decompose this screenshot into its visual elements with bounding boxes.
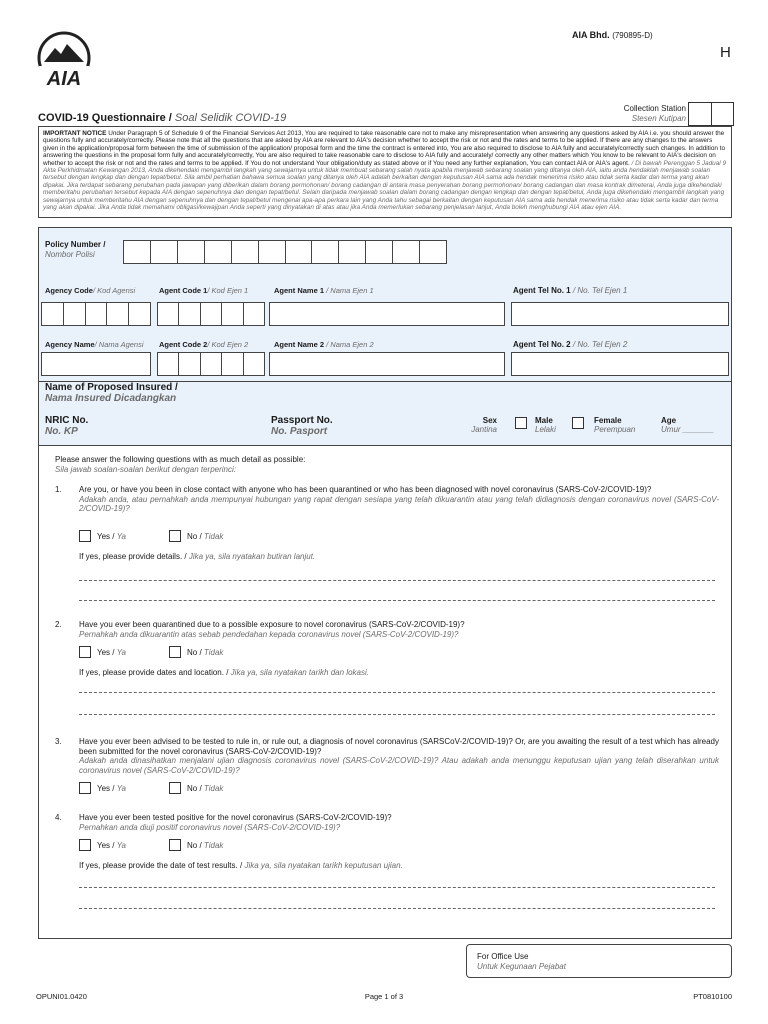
agent-name-2-label: Agent Name 2 / Nama Ejen 2 [274,340,374,349]
passport-label: Passport No. No. Pasport [271,415,333,437]
policy-number-field[interactable] [123,240,447,264]
no-checkbox[interactable] [169,782,181,794]
question-4-answer-line-1[interactable] [79,887,715,888]
questions-section [38,445,732,939]
age-field[interactable]: Age Umur _______ [661,416,714,434]
question-3-no[interactable]: No / Tidak [169,782,223,794]
question-1-text: Are you, or have you been in close contact with anyone who has been quarantined or who has been diagnosed with novel coronavirus (SARS-CoV-2/COVID-19)? Adakah anda, atau pernahkah anda mempunyai hubungan yang rapat dengan sesiapa yang telah dikuarantin atau yang telah didiagnosis dengan coronavirus novel (SARS-CoV-2/COVID-19)? [79,485,719,513]
policy-number-label: Policy Number / Nombor Polisi [45,240,106,259]
collection-station-label: Collection Station Stesen Kutipan [623,104,686,123]
insured-name-label: Name of Proposed Insured / Nama Insured Dicadangkan [45,382,178,404]
agent-tel-1-field[interactable] [511,302,729,326]
male-label: Male Lelaki [535,416,556,434]
sex-label: Sex Jantina [471,416,497,434]
question-2-no[interactable]: No / Tidak [169,646,223,658]
question-4-text: Have you ever been tested positive for the novel coronavirus (SARS-CoV-2/COVID-19)? Pernahkan anda diuji positif coronavirus novel (SARS-CoV-2/COVID-19)? [79,813,392,832]
question-2-followup: If yes, please provide dates and location. / Jika ya, sila nyatakan tarikh dan lokasi. [79,668,369,677]
question-4-followup: If yes, please provide the date of test results. / Jika ya, sila nyatakan tarikh keputusan ujian. [79,861,403,870]
agent-code-1-field[interactable] [157,302,265,326]
agent-code-1-label: Agent Code 1/ Kod Ejen 1 [159,286,249,295]
important-notice: IMPORTANT NOTICE Under Paragraph 5 of Schedule 9 of the Financial Services Act 2013, You are required to take reasonable care not to make any misrepresentation when answering any questions asked by AIA i.e. you should answer the questions fully and accurately/correctly. Please note that all the questions that are asked by AIA are relevant to AIA's decision whether to accept the risk or not and the rates and terms to be applied. If there are any changes to the answers given in the application/proposal form between the time of submission of the application/ proposal form and the time the contract is entered into, You are also required to disclose to AIA fully and accurately/correctly such changes. In addition to answering the questions in the proposal form fully and accurately/correctly, You are also required to take reasonable care to disclose to AIA fully and accurately/ correctly any other matters which You know to be relevant to AIA's decision on whether to accept the risk or not and the rates and terms to be applied. If You do not understand Your obligation/duty as stated above or if You need any further explanation, You can contact AIA or AIA's agent. / Di bawah Perenggan 5 Jadual 9 Akta Perkhidmatan Kewangan 2013, Anda dikehendaki mengambil langkah yang sewajarnya untuk tidak membuat sebarang salah nyata apabila menjawab sebarang soalan yang ditanya oleh AIA, iaitu anda hendaklah menjawab soalan tersebut dengan lengkap dan dengan tepat/betul. Sila ambil perhatian bahawa semua soalan yang ditanya oleh AIA adalah berkaitan dengan keputusan AIA sama ada hendak menerima risiko atau tidak serta kadar dan terma yang akan dipakai. Jika terdapat sebarang perubahan pada jawapan yang diberikan dalam borang permohonan/ borang cadangan di antara masa penyerahan borang permohonan/ borang cadangan dan masa kontrak dimeterai, Anda juga dikehendaki memberitahu perubahan tersebut kepada AIA dengan sepenuhnya dan dengan tepat/betul. Selain daripada menjawab soalan dalam borang cadangan dengan lengkap dan dengan tepat/betul, Anda juga dikehendaki mengambil langkah yang sewajarnya untuk memberitahu AIA dengan sepenuhnya dan dengan tepat/betul mengenai apa-apa perkara lain yang Anda tahu sebagai berkaitan dengan keputusan AIA sama ada hendak menerima risiko atau tidak serta kadar dan terma yang akan dipakai. Jika Anda tidak memahami obligasi/kewajipan Anda seperti yang dinyatakan di atas atau jika Anda memerlukan sebarang penjelasan lanjut, Anda boleh menghubungi AIA atau ejen AIA. [38,126,732,218]
office-use-box: For Office Use Untuk Kegunaan Pejabat [466,944,732,978]
agent-name-1-field[interactable] [269,302,505,326]
agent-tel-2-field[interactable] [511,352,729,376]
female-checkbox[interactable] [572,417,584,429]
question-4-number: 4. [55,813,62,822]
question-1-no[interactable]: No / Tidak [169,530,223,542]
yes-checkbox[interactable] [79,646,91,658]
question-4-yes[interactable]: Yes / Ya [79,839,126,851]
nric-label: NRIC No. No. KP [45,415,89,437]
female-label: Female Perempuan [594,416,636,434]
form-code: OPUNI01.0420 [36,992,87,1001]
agent-tel-1-label: Agent Tel No. 1 / No. Tel Ejen 1 [513,286,628,295]
insured-section [38,381,732,445]
agency-name-label: Agency Name/ Nama Agensi [45,340,144,349]
corner-mark: H [720,44,731,61]
question-2-text: Have you ever been quarantined due to a possible exposure to novel coronavirus (SARS-CoV-2/COVID-19)? Pernahkah anda dikuarantin atas sebab pendedahan kepada coronavirus novel (SARS-CoV-2/COVID-19)? [79,620,465,639]
aia-logo [36,30,92,92]
form-title: COVID-19 Questionnaire / Soal Selidik COVID-19 [38,112,287,124]
no-checkbox[interactable] [169,646,181,658]
question-3-yes[interactable]: Yes / Ya [79,782,126,794]
question-4-answer-line-2[interactable] [79,908,715,909]
instructions: Please answer the following questions with as much detail as possible: Sila jawab soalan-soalan berikut dengan terperinci: [55,455,306,474]
agent-tel-2-label: Agent Tel No. 2 / No. Tel Ejen 2 [513,340,628,349]
agent-name-1-label: Agent Name 1 / Nama Ejen 1 [274,286,374,295]
question-1-followup: If yes, please provide details. / Jika ya, sila nyatakan butiran lanjut. [79,552,316,561]
agent-code-2-field[interactable] [157,352,265,376]
agent-code-2-label: Agent Code 2/ Kod Ejen 2 [159,340,249,349]
company-name: AIA Bhd. (790895-D) [572,30,653,40]
yes-checkbox[interactable] [79,530,91,542]
policy-agent-section [38,227,732,381]
question-2-yes[interactable]: Yes / Ya [79,646,126,658]
document-code: PT0810100 [693,992,732,1001]
question-1-yes[interactable]: Yes / Ya [79,530,126,542]
no-checkbox[interactable] [169,530,181,542]
question-3-number: 3. [55,737,62,746]
question-3-text: Have you ever been advised to be tested to rule in, or rule out, a diagnosis of novel coronavirus (SARSCoV-2/COVID-19)? Or, are you awaiting the result of a test which has already been submitted for the novel coronavirus (SARS-CoV-2/COVID-19)? Adakah anda dinasihatkan menjalani ujian diagnosis coronavirus novel (SARS-CoV-2/COVID-19)? Atau adakah anda menunggu keputusan ujian yang telah diserahkan untuk coronavirus novel (SARS-CoV-2/COVID-19)? [79,737,719,775]
male-checkbox[interactable] [515,417,527,429]
question-1-answer-line-2[interactable] [79,600,715,601]
page-number: Page 1 of 3 [364,992,404,1001]
yes-checkbox[interactable] [79,782,91,794]
svg-text:AIA: AIA [46,68,82,90]
agency-code-label: Agency Code/ Kod Agensi [45,286,136,295]
question-2-number: 2. [55,620,62,629]
yes-checkbox[interactable] [79,839,91,851]
question-4-no[interactable]: No / Tidak [169,839,223,851]
no-checkbox[interactable] [169,839,181,851]
agency-code-field[interactable] [41,302,151,326]
question-1-number: 1. [55,485,62,494]
question-1-answer-line-1[interactable] [79,580,715,581]
agency-name-field[interactable] [41,352,151,376]
agent-name-2-field[interactable] [269,352,505,376]
collection-station-field[interactable] [688,102,734,126]
question-2-answer-line-2[interactable] [79,714,715,715]
question-2-answer-line-1[interactable] [79,692,715,693]
